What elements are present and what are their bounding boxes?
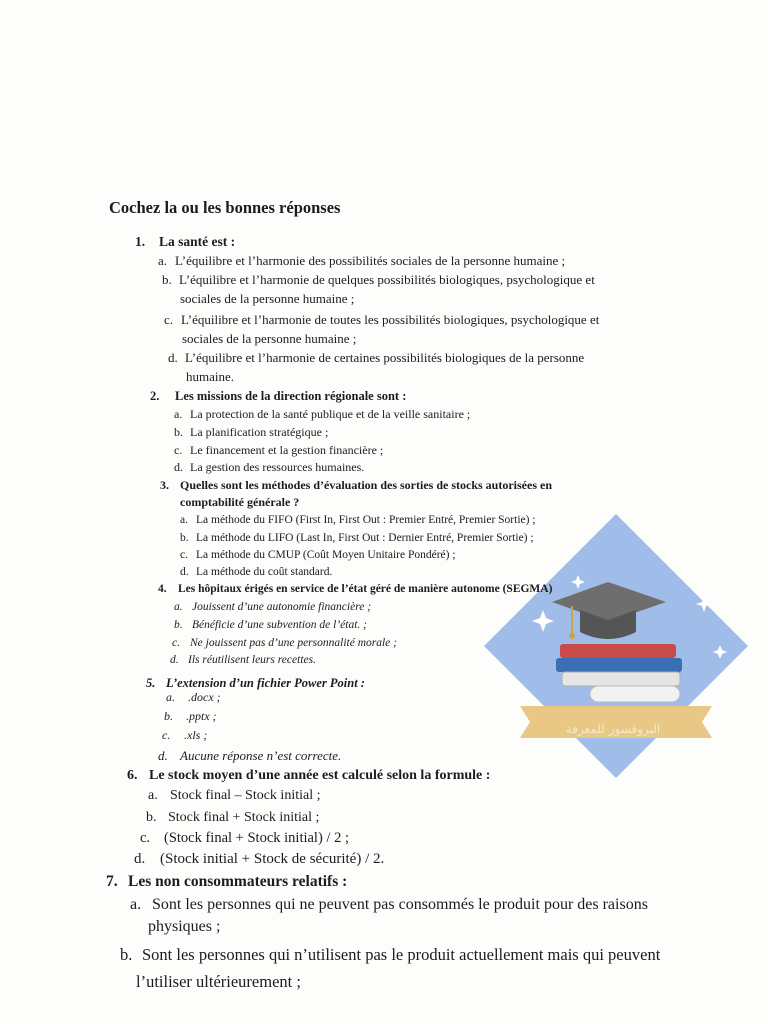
question-text: La santé est : [159, 234, 236, 249]
option-4d: d. Ils réutilisent leurs recettes. [170, 654, 316, 666]
option-1d: d. L’équilibre et l’harmonie de certaines possibilités biologiques de la personne [168, 350, 585, 365]
question-number: 6. [127, 768, 138, 783]
option-4b: b. Bénéficie d’une subvention de l’état. ; [174, 619, 367, 631]
option-2a: a. La protection de la santé publique et de la veille sanitaire ; [174, 407, 471, 421]
option-1c: c. L’équilibre et l’harmonie de toutes les possibilités biologiques, psychologique et [164, 312, 600, 327]
question-3-continued: comptabilité générale ? [180, 495, 300, 509]
option-5d: d. Aucune réponse n’est correcte. [158, 748, 342, 763]
option-3d: d. La méthode du coût standard. [180, 566, 333, 578]
option-6b: b. Stock final + Stock initial ; [146, 810, 320, 825]
question-2 [150, 389, 406, 404]
question-text: Quelles sont les méthodes d’évaluation des sorties de stocks autorisées en [180, 478, 552, 492]
option-1c-continued: sociales de la personne humaine ; [182, 331, 357, 346]
question-number: 2. [150, 389, 160, 403]
question-5 [146, 676, 365, 691]
option-1b-continued: sociales de la personne humaine ; [180, 291, 355, 306]
option-3b: b. La méthode du LIFO (Last In, First Out : Dernier Entré, Premier Sortie) ; [180, 532, 534, 544]
question-number: 3. [160, 478, 169, 492]
option-5c: c. .xls ; [162, 728, 208, 742]
question-4 [158, 583, 552, 595]
option-6d: d. (Stock initial + Stock de sécurité) / 2. [134, 851, 385, 867]
option-5b: b. .pptx ; [164, 709, 217, 723]
question-1 [135, 234, 235, 250]
question-number: 4. [158, 583, 167, 595]
option-4c: c. Ne jouissent pas d’une personnalité morale ; [172, 637, 397, 649]
question-7 [106, 873, 347, 891]
option-6a: a. Stock final – Stock initial ; [148, 788, 321, 803]
option-1b: b. L’équilibre et l’harmonie de quelques possibilités biologiques, psychologique et [162, 272, 595, 287]
question-number: 1. [135, 234, 146, 249]
option-2c: c. Le financement et la gestion financière ; [174, 443, 384, 457]
watermark-logo [480, 510, 752, 782]
option-1a: a. L’équilibre et l’harmonie des possibilités sociales de la personne humaine ; [158, 253, 566, 268]
question-text: Les non consommateurs relatifs : [128, 873, 348, 890]
option-7b: b. Sont les personnes qui n’utilisent pas le produit actuellement mais qui peuvent [120, 945, 661, 964]
option-1d-continued: humaine. [186, 369, 235, 384]
question-6 [127, 768, 490, 784]
question-text: Les hôpitaux érigés en service de l’état géré de manière autonome (SEGMA) [178, 583, 553, 595]
option-5a: a. .docx ; [166, 690, 221, 704]
option-4a: a. Jouissent d’une autonomie financière ; [174, 601, 372, 613]
option-7b-continued: l’utiliser ultérieurement ; [136, 972, 301, 991]
watermark-arabic-text: البروفسور للمعرفة [565, 722, 661, 736]
question-text: Le stock moyen d’une année est calculé selon la formule : [149, 768, 491, 783]
option-3c: c. La méthode du CMUP (Coût Moyen Unitaire Pondéré) ; [180, 549, 456, 561]
question-number: 5. [146, 676, 156, 690]
option-6c: c. (Stock final + Stock initial) / 2 ; [140, 830, 349, 846]
question-text: L’extension d’un fichier Power Point : [166, 676, 365, 690]
option-7a-continued: physiques ; [148, 918, 221, 935]
option-2b: b. La planification stratégique ; [174, 425, 329, 439]
option-7a: a. Sont les personnes qui ne peuvent pas consommés le produit pour des raisons [130, 896, 648, 913]
question-3 [160, 478, 552, 493]
option-3a: a. La méthode du FIFO (First In, First Out : Premier Entré, Premier Sortie) ; [180, 514, 536, 526]
question-text: Les missions de la direction régionale sont : [175, 389, 407, 403]
question-number: 7. [106, 873, 118, 890]
option-2d: d. La gestion des ressources humaines. [174, 460, 365, 474]
page-title: Cochez la ou les bonnes réponses [109, 198, 341, 217]
